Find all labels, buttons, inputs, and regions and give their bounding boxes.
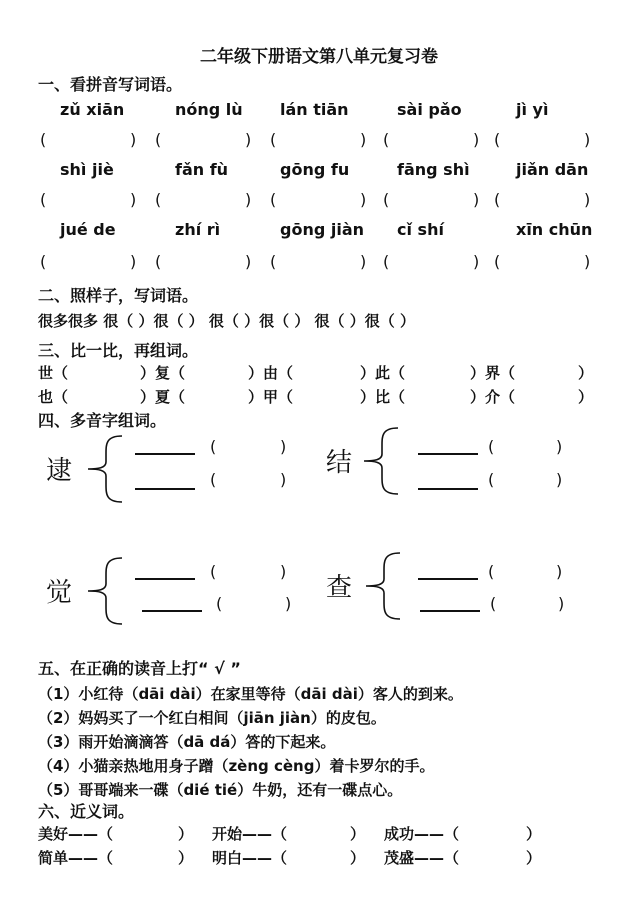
answer-paren-left: (: [270, 252, 277, 271]
pronunciation-item: （2）妈妈买了一个红白相间（jiān jiàn）的皮包。: [38, 709, 386, 727]
answer-paren-left: (: [494, 190, 501, 209]
answer-paren-left: (: [383, 130, 390, 149]
answer-paren-left: (: [40, 190, 47, 209]
answer-underline: [135, 578, 195, 580]
answer-paren-right: ): [245, 190, 252, 209]
synonym-cell: ）: [178, 849, 194, 867]
answer-paren-right: ): [130, 252, 137, 271]
pinyin-prompt: jiǎn dān: [516, 160, 589, 179]
answer-paren-right: ): [584, 190, 591, 209]
section-4-heading: 四、多音字组词。: [38, 411, 167, 430]
section-1-heading: 一、看拼音写词语。: [38, 75, 183, 94]
pronunciation-item: （5）哥哥端来一碟（dié tié）牛奶，还有一碟点心。: [38, 781, 403, 799]
synonym-cell: ）: [526, 849, 542, 867]
pinyin-prompt: gōng fu: [280, 160, 350, 179]
pinyin-prompt: gōng jiàn: [280, 220, 365, 239]
answer-paren-right: ): [130, 130, 137, 149]
synonym-cell: ）: [526, 825, 542, 843]
compare-cell: ）此（: [360, 364, 406, 382]
answer-underline: [135, 488, 195, 490]
answer-paren-right: ): [584, 252, 591, 271]
answer-paren-right: ): [473, 252, 480, 271]
pinyin-prompt: sài pǎo: [397, 100, 462, 119]
answer-paren-left: (: [270, 190, 277, 209]
answer-paren-right: ): [558, 594, 565, 613]
pronunciation-item: （1）小红待（dāi dài）在家里等待（dāi dài）客人的到来。: [38, 685, 463, 703]
synonym-cell: ）: [350, 825, 366, 843]
answer-paren-left: (: [210, 470, 217, 489]
answer-paren-left: (: [155, 252, 162, 271]
curly-brace: [84, 434, 124, 504]
answer-paren-left: (: [155, 130, 162, 149]
answer-paren-right: ): [473, 190, 480, 209]
compare-cell: ）夏（: [140, 388, 186, 406]
answer-paren-left: (: [270, 130, 277, 149]
answer-paren-right: ): [285, 594, 292, 613]
answer-paren-left: (: [40, 130, 47, 149]
curly-brace: [84, 556, 124, 626]
synonym-cell: 成功——（: [384, 825, 460, 843]
pinyin-prompt: jué de: [60, 220, 116, 239]
synonym-cell: ）: [350, 849, 366, 867]
answer-paren-left: (: [383, 190, 390, 209]
answer-underline: [418, 488, 478, 490]
compare-cell: ）甲（: [248, 388, 294, 406]
synonym-cell: 明白——（: [212, 849, 288, 867]
answer-paren-right: ): [556, 470, 563, 489]
pinyin-prompt: zhí rì: [175, 220, 221, 239]
polyphone-char: 查: [326, 573, 353, 603]
answer-underline: [418, 453, 478, 455]
answer-paren-right: ): [556, 437, 563, 456]
compare-cell: 世（: [38, 364, 69, 382]
polyphone-char: 结: [326, 448, 353, 478]
pinyin-prompt: shì jiè: [60, 160, 114, 179]
answer-paren-right: ): [360, 190, 367, 209]
synonym-cell: 简单——（: [38, 849, 114, 867]
curly-brace: [362, 551, 402, 621]
answer-paren-left: (: [40, 252, 47, 271]
answer-underline: [142, 610, 202, 612]
page-title: 二年级下册语文第八单元复习卷: [200, 47, 438, 67]
answer-paren-left: (: [210, 562, 217, 581]
pinyin-prompt: cǐ shí: [397, 220, 444, 239]
answer-underline: [420, 610, 480, 612]
pinyin-prompt: zǔ xiān: [60, 100, 125, 119]
section-2-heading: 二、照样子，写词语。: [38, 286, 199, 305]
answer-paren-right: ): [280, 437, 287, 456]
compare-cell: 也（: [38, 388, 69, 406]
answer-paren-right: ): [280, 470, 287, 489]
synonym-cell: 茂盛——（: [384, 849, 460, 867]
answer-paren-right: ): [556, 562, 563, 581]
answer-underline: [418, 578, 478, 580]
section-6-heading: 六、近义词。: [38, 802, 135, 821]
answer-paren-left: (: [494, 130, 501, 149]
curly-brace: [360, 426, 400, 496]
pinyin-prompt: fāng shì: [397, 160, 470, 179]
answer-paren-right: ): [245, 130, 252, 149]
compare-cell: ）: [578, 388, 594, 406]
pronunciation-item: （4）小猫亲热地用身子蹭（zèng cèng）着卡罗尔的手。: [38, 757, 435, 775]
compare-cell: ）: [578, 364, 594, 382]
synonym-cell: 开始——（: [212, 825, 288, 843]
polyphone-char: 逮: [46, 456, 73, 486]
compare-cell: ）界（: [470, 364, 516, 382]
pattern-line: 很多很多 很（ ）很（ ） 很（ ）很（ ） 很（ ）很（ ）: [38, 312, 416, 330]
answer-paren-right: ): [360, 252, 367, 271]
answer-paren-right: ): [280, 562, 287, 581]
synonym-cell: ）: [178, 825, 194, 843]
compare-cell: ）介（: [470, 388, 516, 406]
compare-cell: ）比（: [360, 388, 406, 406]
pronunciation-item: （3）雨开始滴滴答（dā dá）答的下起来。: [38, 733, 336, 751]
polyphone-char: 觉: [46, 578, 73, 608]
answer-paren-right: ): [584, 130, 591, 149]
answer-paren-right: ): [245, 252, 252, 271]
answer-paren-left: (: [210, 437, 217, 456]
answer-paren-right: ): [473, 130, 480, 149]
answer-paren-left: (: [216, 594, 223, 613]
pinyin-prompt: xīn chūn: [516, 220, 593, 239]
compare-cell: ）复（: [140, 364, 186, 382]
answer-paren-right: ): [130, 190, 137, 209]
answer-paren-left: (: [155, 190, 162, 209]
pinyin-prompt: lán tiān: [280, 100, 349, 119]
pinyin-prompt: jì yì: [516, 100, 549, 119]
answer-paren-left: (: [490, 594, 497, 613]
section-5-heading: 五、在正确的读音上打“ √ ”: [38, 659, 241, 678]
compare-cell: ）由（: [248, 364, 294, 382]
answer-paren-left: (: [383, 252, 390, 271]
answer-paren-left: (: [494, 252, 501, 271]
answer-paren-right: ): [360, 130, 367, 149]
pinyin-prompt: nóng lù: [175, 100, 243, 119]
section-3-heading: 三、比一比，再组词。: [38, 341, 199, 360]
synonym-cell: 美好——（: [38, 825, 114, 843]
answer-paren-left: (: [488, 437, 495, 456]
answer-paren-left: (: [488, 470, 495, 489]
pinyin-prompt: fǎn fù: [175, 160, 229, 179]
answer-underline: [135, 453, 195, 455]
answer-paren-left: (: [488, 562, 495, 581]
